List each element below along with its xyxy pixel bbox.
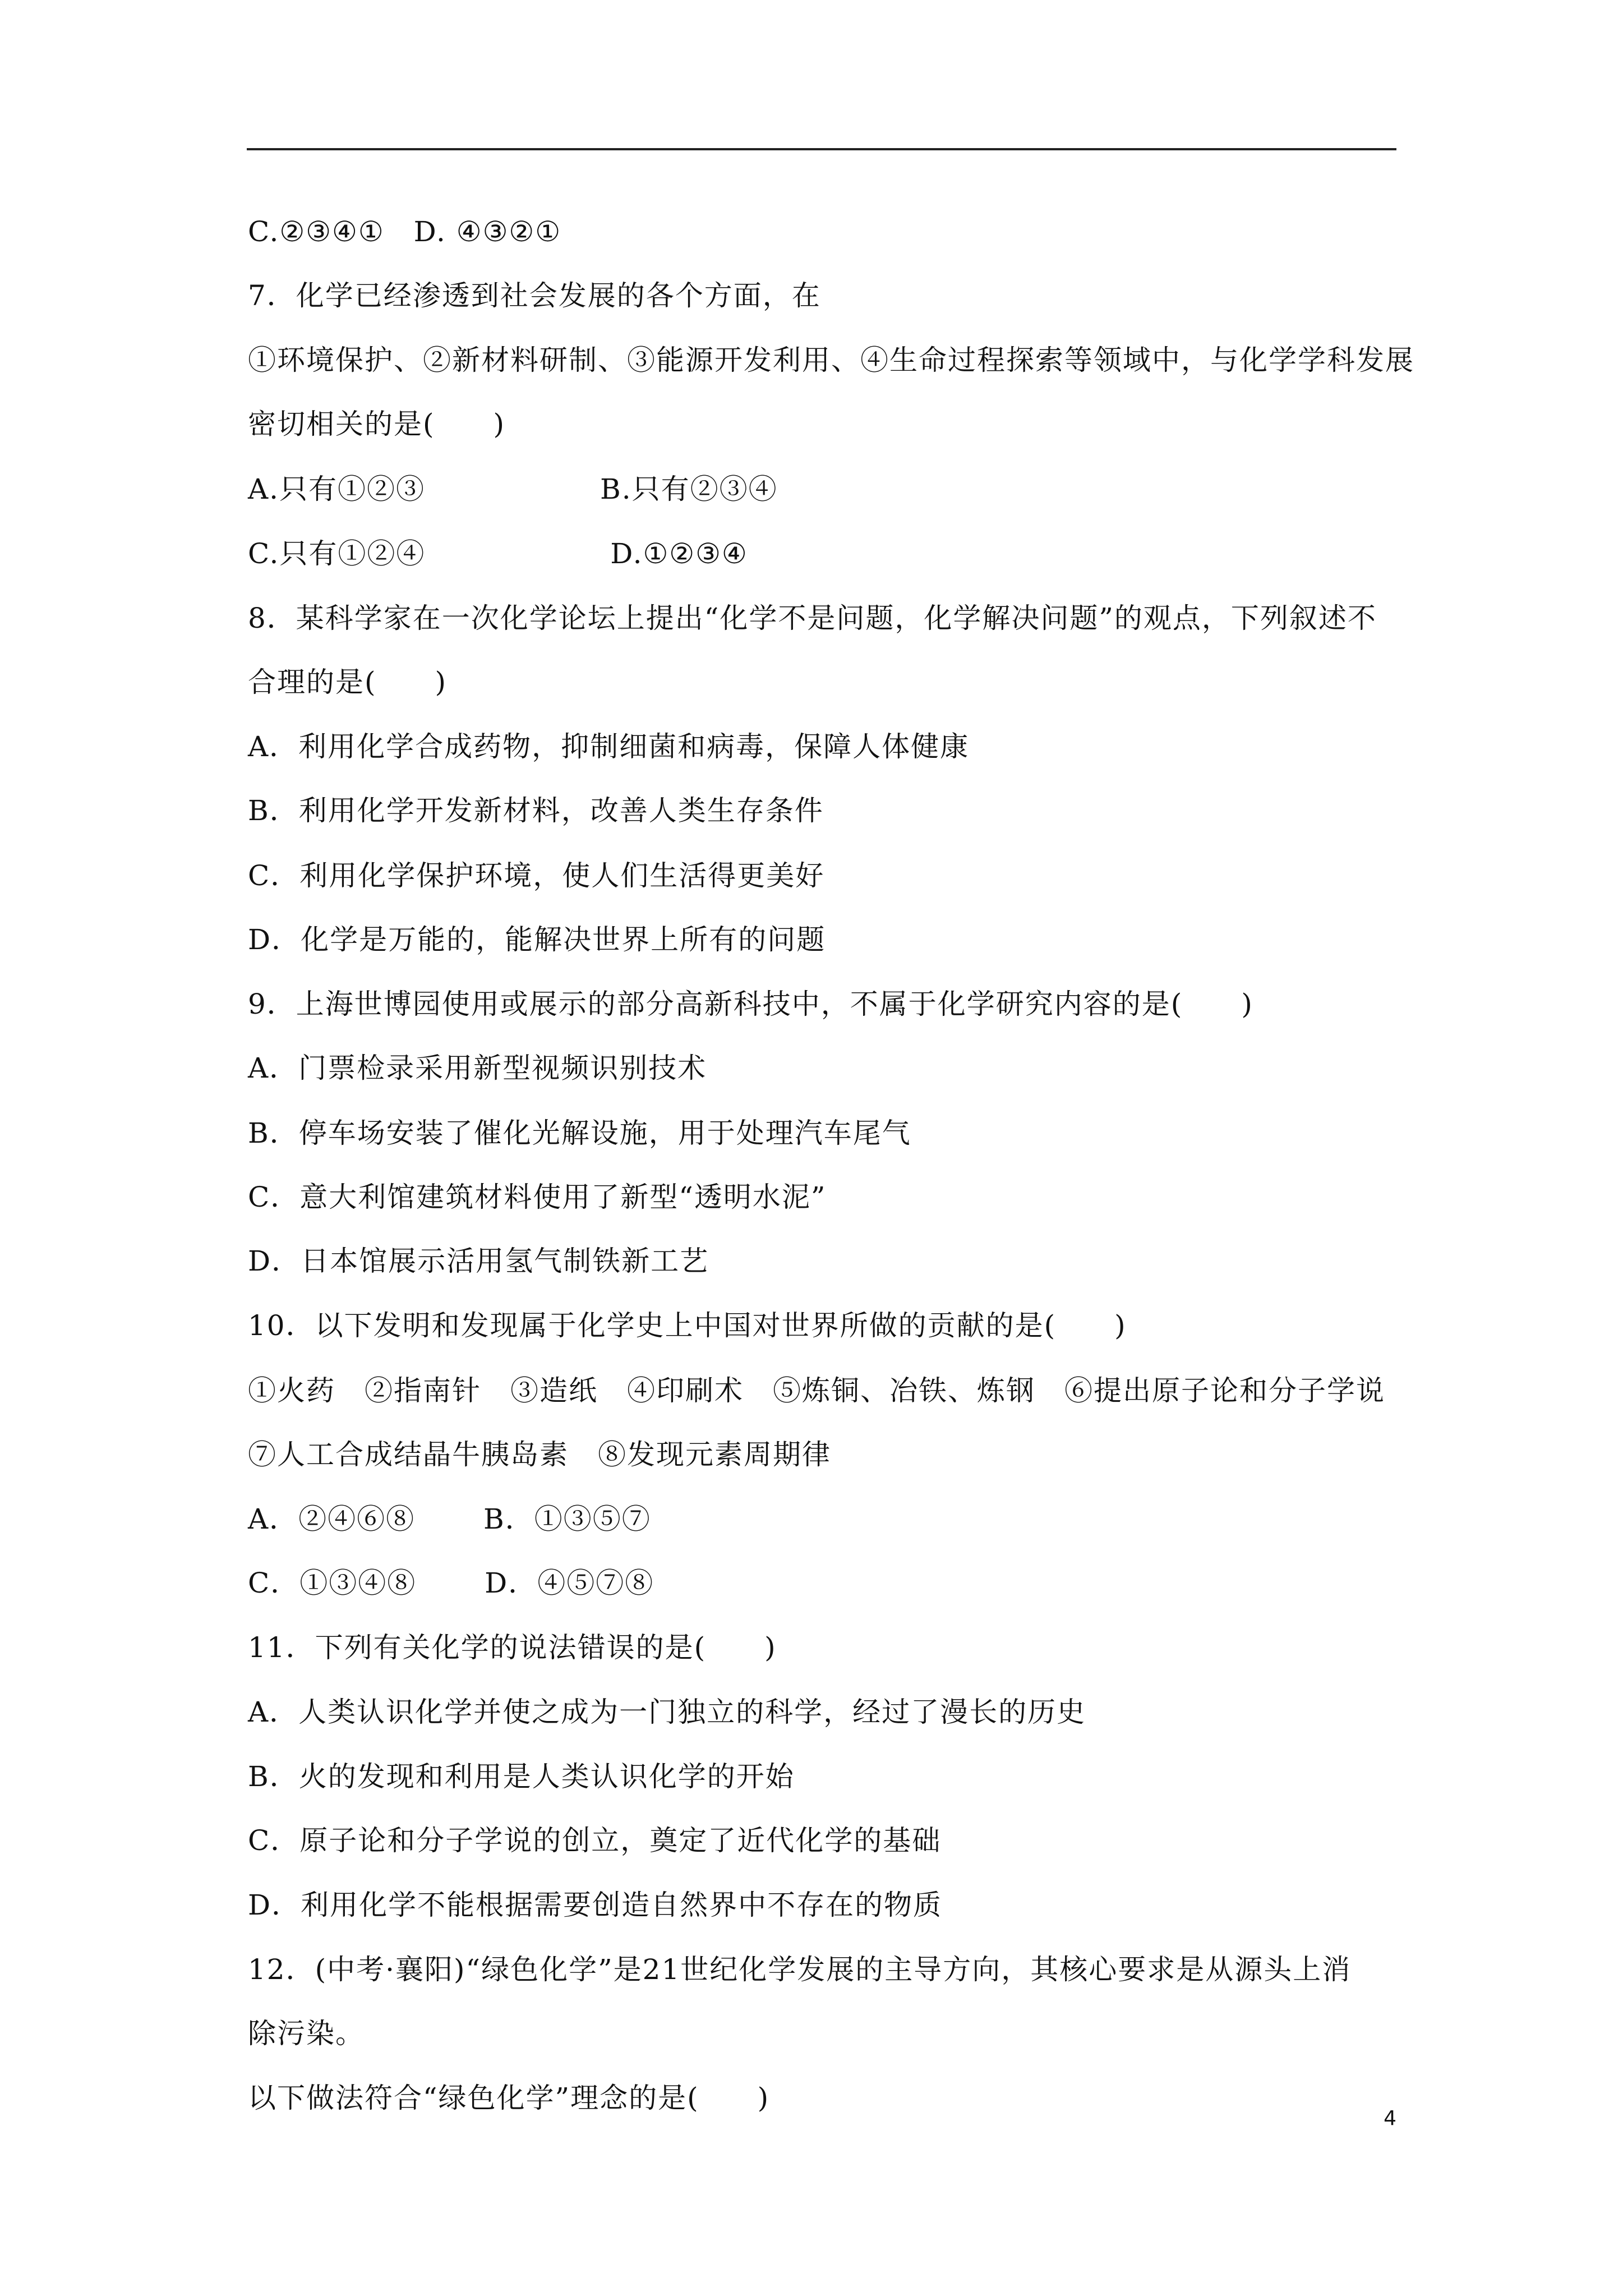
text-line: 10．以下发明和发现属于化学史上中国对世界所做的贡献的是( ) [248,1309,1127,1342]
text-line: 合理的是( ) [248,666,448,698]
text-line: 12．(中考·襄阳)“绿色化学”是21世纪化学发展的主导方向，其核心要求是从源头上消 [248,1953,1352,1986]
text-line: C.②③④① D. ④③②① [248,215,562,248]
text-line: C.只有①②④ D.①②③④ [248,537,748,570]
text-line: 9．上海世博园使用或展示的部分高新科技中，不属于化学研究内容的是( ) [248,988,1253,1020]
text-line: ⑦人工合成结晶牛胰岛素 ⑧发现元素周期律 [248,1438,831,1471]
text-line: ①火药 ②指南针 ③造纸 ④印刷术 ⑤炼铜、冶铁、炼钢 ⑥提出原子论和分子学说 [248,1374,1385,1407]
text-line: A．人类认识化学并使之成为一门独立的科学，经过了漫长的历史 [248,1696,1086,1728]
text-line: C．原子论和分子学说的创立，奠定了近代化学的基础 [248,1824,942,1857]
text-line: D．日本馆展示活用氢气制铁新工艺 [248,1245,709,1277]
text-line: B．停车场安装了催化光解设施，用于处理汽车尾气 [248,1117,911,1149]
text-line: A．②④⑥⑧ B．①③⑤⑦ [248,1503,651,1535]
text-line: A．利用化学合成药物，抑制细菌和病毒，保障人体健康 [248,730,970,763]
text-line: 密切相关的是( ) [248,408,506,440]
page-number: 4 [1384,2107,1396,2130]
text-line: 除污染。 [248,2017,365,2050]
text-line: 8．某科学家在一次化学论坛上提出“化学不是问题，化学解决问题”的观点，下列叙述不 [248,602,1377,634]
text-line: D．利用化学不能根据需要创造自然界中不存在的物质 [248,1889,943,1921]
text-line: C．①③④⑧ D．④⑤⑦⑧ [248,1567,654,1599]
text-line: 7．化学已经渗透到社会发展的各个方面，在 [248,279,821,312]
header-rule [247,148,1396,150]
text-line: 11．下列有关化学的说法错误的是( ) [248,1631,777,1664]
text-line: B．火的发现和利用是人类认识化学的开始 [248,1760,795,1793]
text-line: A.只有①②③ B.只有②③④ [248,473,778,505]
text-line: C．意大利馆建筑材料使用了新型“透明水泥” [248,1181,827,1213]
text-line: D．化学是万能的，能解决世界上所有的问题 [248,923,826,956]
text-line: C．利用化学保护环境，使人们生活得更美好 [248,859,825,892]
text-line: 以下做法符合“绿色化学”理念的是( ) [248,2082,770,2114]
text-line: A．门票检录采用新型视频识别技术 [248,1052,707,1084]
text-line: ①环境保护、②新材料研制、③能源开发利用、④生命过程探索等领域中，与化学学科发展 [248,344,1414,376]
text-line: B．利用化学开发新材料，改善人类生存条件 [248,794,824,827]
